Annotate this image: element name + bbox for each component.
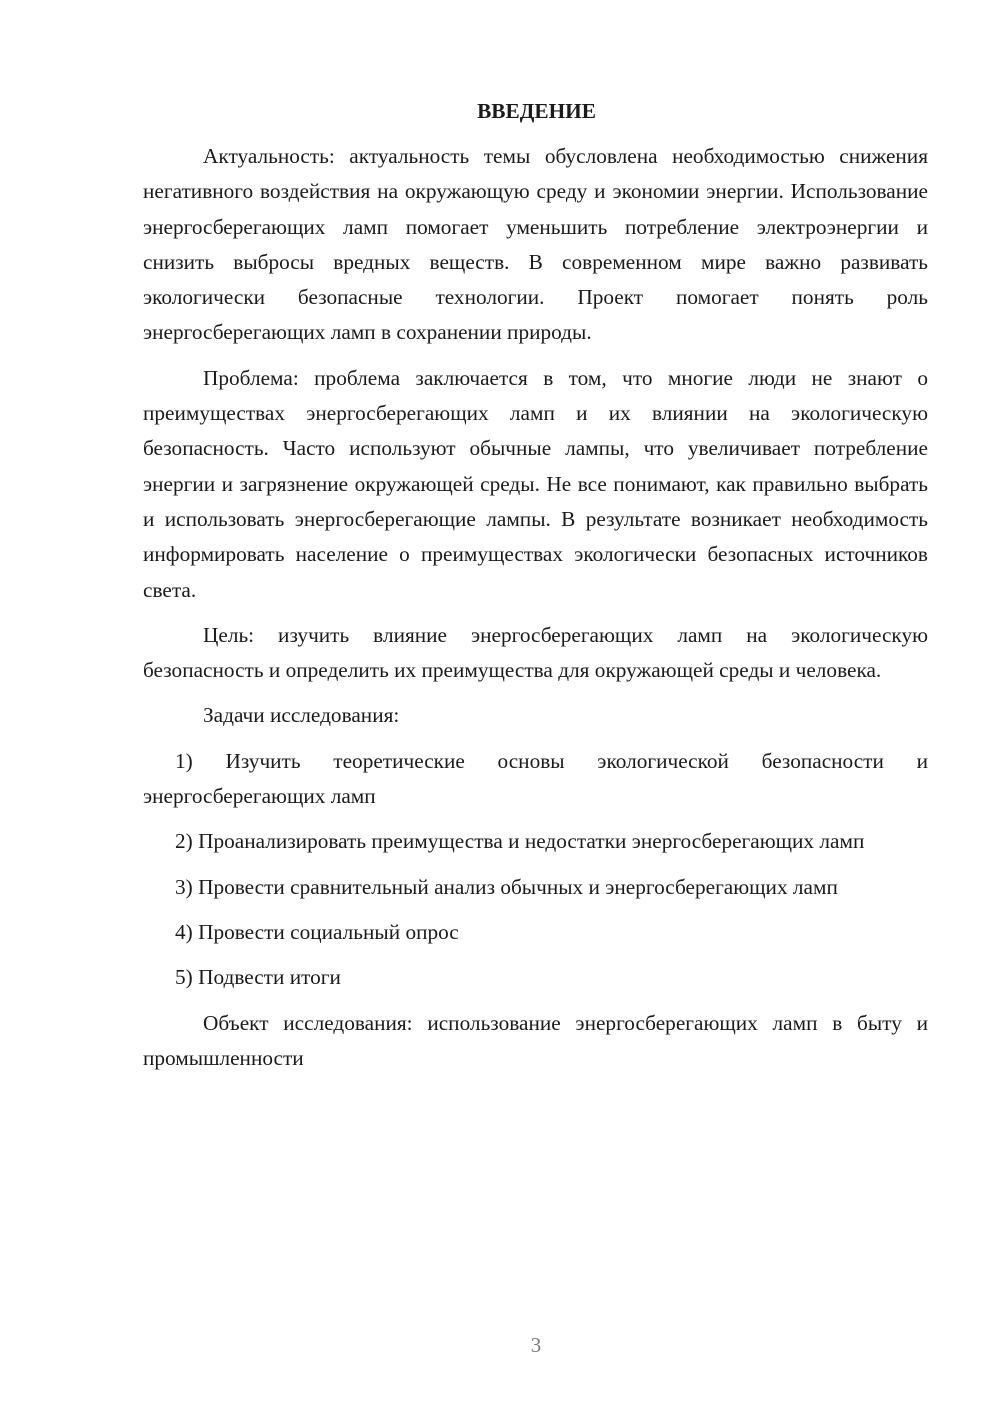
list-item: 4) Провести социальный опрос <box>175 919 459 944</box>
list-item: 5) Подвести итоги <box>175 965 341 990</box>
list-item: 3) Провести сравнительный анализ обычных и энергосберегающих ламп <box>175 874 838 899</box>
paragraph-problem: Проблема: проблема заключается в том, что многие люди не знают о преимуществах энергосберегающих ламп и их влиянии на экологическую безопасность. Часто используют обычные лампы, что увеличивает потребление энергии и загрязнение окружающей среды. Не все понимают, как правильно выбрать и использовать энергосберегающие лампы. В результате возникает необходимость информировать население о преимуществах экологически безопасных источников света. <box>143 365 928 602</box>
document-page <box>143 95 928 1086</box>
page-number: 3 <box>530 1333 542 1357</box>
list-item: 2) Проанализировать преимущества и недостатки энергосберегающих ламп <box>175 829 865 854</box>
tasks-list <box>143 744 928 996</box>
paragraph-goal: Цель: изучить влияние энергосберегающих ламп на экологическую безопасность и определить их преимущества для окружающей среды и человека. <box>143 622 928 683</box>
paragraph-object: Объект исследования: использование энергосберегающих ламп в быту и промышленности <box>143 1010 928 1070</box>
paragraph-relevance: Актуальность: актуальность темы обусловлена необходимостью снижения негативного воздействия на окружающую среду и экономии энергии. Использование энергосберегающих ламп помогает уменьшить потребление электроэнергии и снизить выбросы вредных веществ. В современном мире важно развивать экологически безопасные технологии. Проект помогает понять роль энергосберегающих ламп в сохранении природы. <box>143 144 928 345</box>
page-title: ВВЕДЕНИЕ <box>477 99 596 123</box>
tasks-heading: Задачи исследования: <box>203 703 400 728</box>
list-item: 1) Изучить теоретические основы экологической безопасности и энергосберегающих ламп <box>143 748 928 809</box>
